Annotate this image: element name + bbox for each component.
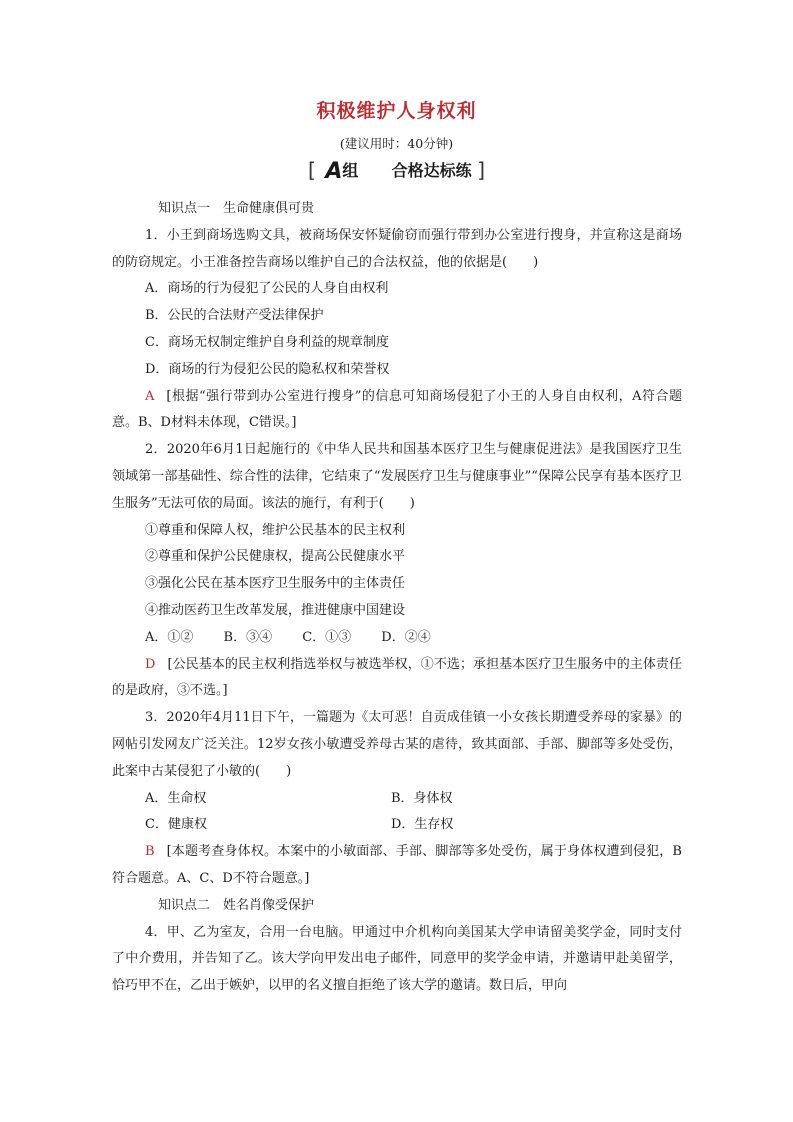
page-title: 积极维护人身权利 (316, 100, 477, 122)
answer-text: [本题考查身体权。本案中的小敏面部、手部、脚部等多处受伤，属于身体权遭到侵犯，B符合题意。A、C、D不符合题意。] (112, 844, 682, 886)
statement-item: ②尊重和保护公民健康权，提高公民健康水平 (145, 549, 406, 565)
suggested-time: (建议用时：40分钟) (339, 136, 454, 151)
section-heading: 知识点二 姓名肖像受保护 (158, 897, 315, 913)
options-line: A．①② B．③④ C．①③ D．②④ (145, 629, 431, 645)
question-stem: 3．2020年4月11日下午，一篇题为《太可恶！自贡成佳镇一小女孩长期遭受养母的家暴》的网帖引发网友广泛关注。12岁女孩小敏遭受养母古某的虐待，致其面部、手部、脚部等多处受伤，此案中古某侵犯了小敏的( ) (112, 710, 682, 779)
answer-text: [公民基本的民主权利指选举权与被选举权，①不选；承担基本医疗卫生服务中的主体责任的是政府，③不选。] (112, 656, 682, 699)
section-heading: 知识点一 生命健康俱可贵 (158, 201, 315, 216)
option-b: B．公民的合法财产受法律保护 (145, 308, 324, 324)
option-c: C．健康权 (145, 817, 207, 833)
statement-item: ④推动医药卫生改革发展，推进健康中国建设 (145, 602, 406, 618)
options-row (112, 812, 682, 839)
group-bracket-close: ] (477, 158, 485, 182)
answer-letter: D (145, 656, 156, 672)
group-label: 组 (342, 161, 359, 180)
option-a: A．生命权 (145, 790, 207, 806)
option-d: D．生存权 (391, 817, 454, 833)
answer-explanation (112, 839, 682, 893)
option-d: D．商场的行为侵犯公民的隐私权和荣誉权 (145, 361, 390, 377)
group-letter: A (325, 159, 343, 184)
option-b: B．身体权 (391, 790, 453, 806)
group-bracket-open: [ (308, 158, 316, 182)
statement-item: ③强化公民在基本医疗卫生服务中的主体责任 (145, 576, 406, 592)
answer-explanation (112, 384, 682, 438)
question-content (112, 196, 682, 1000)
option-c: C．商场无权制定维护自身利益的规章制度 (145, 334, 389, 350)
question-stem: 2．2020年6月1日起施行的《中华人民共和国基本医疗卫生与健康促进法》是我国医疗卫生领域第一部基础性、综合性的法律，它结束了“发展医疗卫生与健康事业”“保障公民享有基本医疗卫生服务”无法可依的局面。该法的施行，有利于( ) (112, 442, 682, 511)
answer-explanation (112, 652, 682, 706)
question-stem: 1．小王到商场选购文具，被商场保安怀疑偷窃而强行带到办公室进行搜身，并宣称这是商场的防窃规定。小王准备控告商场以维护自己的合法权益，他的依据是( ) (112, 227, 682, 270)
answer-text: [根据“强行带到办公室进行搜身”的信息可知商场侵犯了小王的人身自由权利，A符合题意。B、D材料未体现，C错误。] (112, 388, 682, 431)
option-a: A．商场的行为侵犯了公民的人身自由权利 (145, 281, 389, 297)
group-name: 合格达标练 (391, 161, 472, 180)
answer-letter: A (145, 388, 155, 404)
answer-letter: B (145, 844, 155, 860)
group-heading (0, 158, 793, 184)
statement-item: ①尊重和保障人权，维护公民基本的民主权利 (145, 522, 406, 538)
question-stem: 4．甲、乙为室友，合用一台电脑。甲通过中介机构向美国某大学申请留美奖学金，同时支付了中介费用，并告知了乙。该大学向甲发出电子邮件，同意甲的奖学金申请，并邀请甲赴美留学，恰巧甲不在，乙出于嫉妒，以甲的名义擅自拒绝了该大学的邀请。数日后，甲向 (112, 924, 682, 994)
options-row (112, 786, 682, 813)
